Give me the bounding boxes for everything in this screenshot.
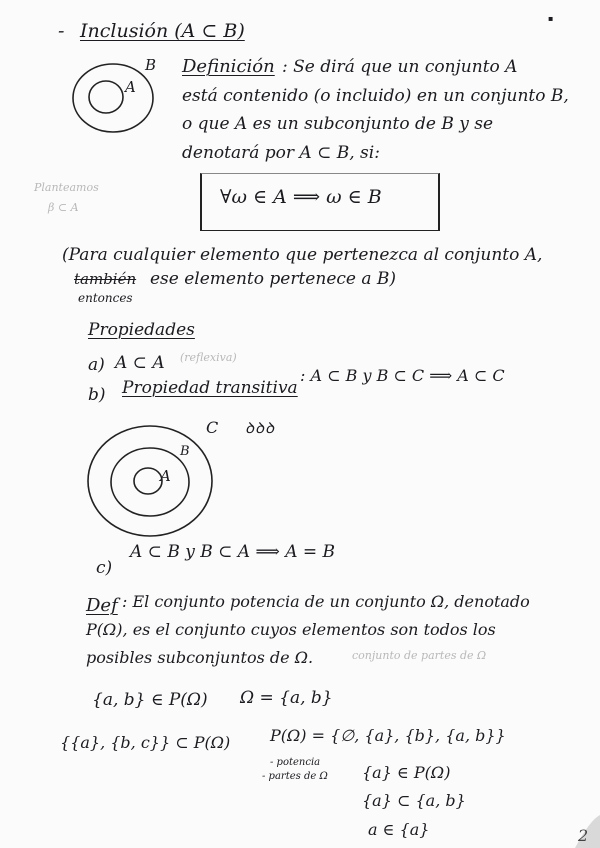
example2-right: P(Ω) = {∅, {a}, {b}, {a, b}} (270, 726, 506, 745)
margin-note-line2: β ⊂ A (48, 201, 79, 214)
property-b-text: : A ⊂ B y B ⊂ C ⟹ A ⊂ C (300, 366, 505, 385)
diagram2-label-b: B (180, 444, 190, 459)
example3: {a} ∈ P(Ω) (362, 763, 451, 782)
property-a-text: A ⊂ A (115, 353, 165, 373)
example1-left: {a, b} ∈ P(Ω) (92, 690, 208, 710)
diagram1-label-a: A (125, 78, 136, 96)
diagram2-label-a: A (160, 467, 171, 485)
formula: ∀ω ∈ A ⟹ ω ∈ B (220, 186, 382, 208)
paraphrase-below: entonces (78, 291, 133, 305)
property-c-label: c) (96, 558, 113, 578)
corner-mark: ▪ (548, 14, 554, 23)
margin-note-line1: Planteamos (34, 181, 99, 194)
definition-line3: o que A es un subconjunto de B y se (182, 114, 494, 134)
heading-dash: - (58, 20, 65, 42)
definition-label: Definición (182, 56, 275, 77)
diagram2-label-c: C (206, 418, 219, 437)
example5: a ∈ {a} (368, 820, 430, 839)
example2-left: {{a}, {b, c}} ⊂ P(Ω) (60, 733, 231, 752)
properties-title: Propiedades (88, 320, 195, 340)
property-b-label: b) (88, 385, 106, 405)
paraphrase-line1: (Para cualquier elemento que pertenezca al conjunto A, (62, 245, 543, 265)
property-c-text: A ⊂ B y B ⊂ A ⟹ A = B (130, 542, 336, 562)
scribble: ꝺꝺꝺ (245, 419, 275, 437)
def2-line2: P(Ω), es el conjunto cuyos elementos son todos los (86, 620, 496, 639)
note-partes: - partes de Ω (262, 771, 328, 782)
paraphrase-line2: ese elemento pertenece a B) (150, 269, 397, 289)
note-potencia: - potencia (270, 757, 321, 768)
section-title: Inclusión (A ⊂ B) (80, 20, 245, 42)
definition-line4: denotará por A ⊂ B, si: (182, 143, 380, 163)
def2-line3: posibles subconjuntos de Ω. (86, 648, 314, 667)
property-a-note: (reflexiva) (180, 351, 237, 364)
set-b-circle (73, 64, 153, 132)
set-a-circle-2 (134, 468, 162, 494)
example4: {a} ⊂ {a, b} (362, 791, 466, 810)
definition-line2: está contenido (o incluido) en un conjunto B, (182, 86, 569, 106)
set-a-circle (89, 81, 123, 113)
diagram1-label-b: B (145, 56, 157, 74)
set-b-circle-2 (111, 448, 189, 516)
def2-faint-note: conjunto de partes de Ω (352, 649, 487, 662)
property-a-label: a) (88, 355, 105, 375)
definition-line1: : Se dirá que un conjunto A (282, 57, 518, 77)
page-number: 2 (578, 826, 589, 845)
example1-right: Ω = {a, b} (240, 688, 333, 708)
def2-line1: : El conjunto potencia de un conjunto Ω, denotado (122, 592, 530, 611)
def2-label: Def (86, 595, 118, 616)
set-c-circle (88, 426, 212, 536)
property-b-title: Propiedad transitiva (122, 378, 298, 398)
crossed-word: también (74, 270, 137, 288)
